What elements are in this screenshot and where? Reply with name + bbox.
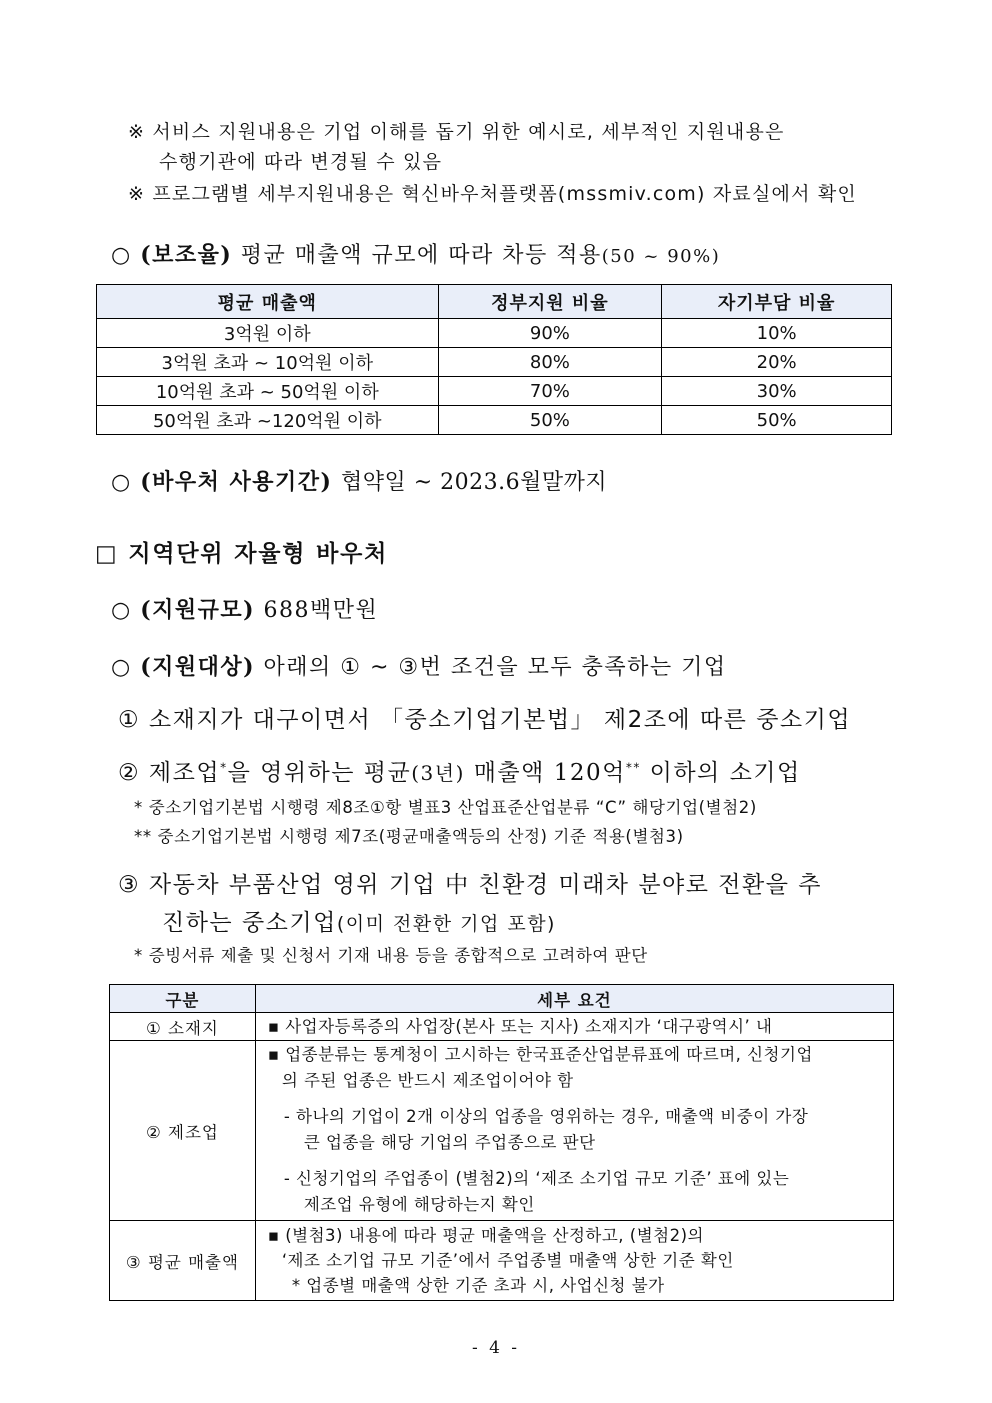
condition-1: ① 소재지가 대구이면서 「중소기업기본법」 제2조에 따른 중소기업 <box>118 707 852 733</box>
bullet-icon: ○ <box>111 470 132 495</box>
footnote-mark: ** <box>625 760 641 775</box>
cell-self: 30% <box>662 377 892 406</box>
manufacturing-line-2: 의 주된 업종은 반드시 제조업이어야 함 <box>281 1071 574 1090</box>
target-text: 아래의 ① ~ ③번 조건을 모두 충족하는 기업 <box>263 655 727 680</box>
cell-sales: 10억원 초과 ~ 50억원 이하 <box>97 377 439 406</box>
cell-sales: 3억원 이하 <box>97 319 439 348</box>
condition-2-b: 을 영위하는 평균 <box>227 760 412 786</box>
header-gov-ratio: 정부지원 비율 <box>438 285 662 319</box>
subsidy-line <box>111 238 720 269</box>
row-text-location: ▪ 사업자등록증의 사업장(본사 또는 지사) 소재지가 ‘대구광역시’ 내 <box>255 1013 893 1041</box>
section-heading <box>95 535 388 568</box>
avg-sales-note: * 업종별 매출액 상한 기준 초과 시, 사업신청 불가 <box>291 1275 665 1295</box>
footnote-mark: * <box>220 760 228 775</box>
subsidy-text: 평균 매출액 규모에 따라 차등 적용 <box>240 243 602 268</box>
cell-sales: 3억원 초과 ~ 10억원 이하 <box>97 348 439 377</box>
note-1: ※ 서비스 지원내용은 기업 이해를 돕기 위한 예시로, 세부적인 지원내용은 <box>128 121 785 143</box>
condition-2-amount: 120억 <box>553 760 626 786</box>
cell-gov: 80% <box>438 348 662 377</box>
condition-3-paren: (이미 전환한 기업 포함) <box>336 913 556 935</box>
bullet-icon: ○ <box>111 598 132 623</box>
condition-2-note-1: * 중소기업기본법 시행령 제8조①항 별표3 산업표준산업분류 “C” 해당기업(별첨2) <box>134 798 757 817</box>
condition-2-a: ② 제조업 <box>118 760 221 786</box>
condition-3-line-2 <box>162 904 556 937</box>
bullet-icon: ○ <box>111 243 132 268</box>
avg-sales-line-1: ▪ (별첨3) 내용에 따라 평균 매출액을 산정하고, (별첨2)의 <box>267 1225 704 1245</box>
manufacturing-dash-2-cont: 제조업 유형에 해당하는지 확인 <box>303 1195 535 1214</box>
manufacturing-dash-1: - 하나의 기업이 2개 이상의 업종을 영위하는 경우, 매출액 비중이 가장 <box>283 1107 809 1126</box>
condition-2-c: 매출액 <box>464 760 554 786</box>
condition-2-note-2: ** 중소기업기본법 시행령 제7조(평균매출액등의 산정) 기준 적용(별첨3) <box>134 827 684 846</box>
note-2: ※ 프로그램별 세부지원내용은 혁신바우처플랫폼(mssmiv.com) 자료실에서 확인 <box>128 183 857 205</box>
manufacturing-dash-2: - 신청기업의 주업종이 (별첨2)의 ‘제조 소기업 규모 기준’ 표에 있는 <box>283 1169 790 1188</box>
cell-sales: 50억원 초과 ~120억원 이하 <box>97 406 439 435</box>
table-row <box>97 377 892 406</box>
scale-text: 688백만원 <box>263 598 379 623</box>
row-body-avg-sales <box>255 1221 893 1301</box>
manufacturing-dash-1-cont: 큰 업종을 해당 기업의 주업종으로 판단 <box>303 1133 596 1152</box>
row-label-avg-sales: ③ 평균 매출액 <box>110 1221 256 1301</box>
page-number: - 4 - <box>471 1338 521 1358</box>
header-self-ratio: 자기부담 비율 <box>662 285 892 319</box>
subsidy-range: (50 ~ 90%) <box>601 246 721 267</box>
table-row <box>97 406 892 435</box>
checkbox-square-icon: □ <box>95 541 119 567</box>
requirements-table <box>109 984 894 1301</box>
condition-2-d: 이하의 소기업 <box>640 760 801 786</box>
cell-self: 50% <box>662 406 892 435</box>
bullet-icon: ○ <box>111 655 132 680</box>
cell-self: 10% <box>662 319 892 348</box>
row-body-manufacturing <box>255 1041 893 1221</box>
req-header-row <box>110 985 894 1013</box>
condition-3-text: 진하는 중소기업 <box>162 910 337 936</box>
condition-2-years: (3년) <box>411 761 465 785</box>
table-row <box>110 1013 894 1041</box>
period-line <box>111 465 607 496</box>
table-row <box>97 348 892 377</box>
table-row <box>110 1041 894 1221</box>
row-label-location: ① 소재지 <box>110 1013 256 1041</box>
header-category: 구분 <box>110 985 256 1013</box>
cell-gov: 70% <box>438 377 662 406</box>
condition-3-note: * 증빙서류 제출 및 신청서 기재 내용 등을 종합적으로 고려하여 판단 <box>134 946 648 965</box>
period-text: 협약일 ~ 2023.6월말까지 <box>340 470 608 495</box>
subsidy-label: (보조율) <box>140 242 233 268</box>
header-details: 세부 요건 <box>255 985 893 1013</box>
cell-gov: 50% <box>438 406 662 435</box>
table-row <box>110 1221 894 1301</box>
condition-2 <box>118 754 801 787</box>
ratio-table <box>96 284 892 435</box>
scale-label: (지원규모) <box>140 597 256 623</box>
avg-sales-line-2: ‘제조 소기업 규모 기준’에서 주업종별 매출액 상한 기준 확인 <box>281 1250 734 1270</box>
header-avg-sales: 평균 매출액 <box>97 285 439 319</box>
manufacturing-line-1: ▪ 업종분류는 통계청이 고시하는 한국표준산업분류표에 따르며, 신청기업 <box>267 1045 813 1064</box>
cell-self: 20% <box>662 348 892 377</box>
cell-gov: 90% <box>438 319 662 348</box>
section-title: 지역단위 자율형 바우처 <box>128 541 389 567</box>
target-label: (지원대상) <box>140 654 256 680</box>
period-label: (바우처 사용기간) <box>140 469 333 495</box>
row-label-manufacturing: ② 제조업 <box>110 1041 256 1221</box>
target-line <box>111 650 727 681</box>
condition-3-line-1: ③ 자동차 부품산업 영위 기업 中 친환경 미래차 분야로 전환을 추 <box>118 872 822 898</box>
scale-line <box>111 593 378 624</box>
table-row <box>97 319 892 348</box>
ratio-header-row <box>97 285 892 319</box>
note-1-cont: 수행기관에 따라 변경될 수 있음 <box>159 151 443 173</box>
